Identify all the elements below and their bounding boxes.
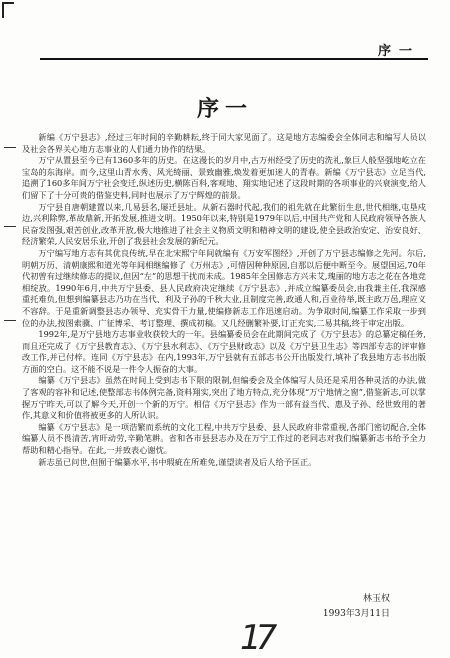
paragraph: 1992年,是万宁县地方志事业收获较大的一年。县编纂委员会在此期间完成了《万宁县志》的总纂定稿任务,而且还完成了《万宁县教育志》、《万宁县水利志》、《万宁县财政志》以及《万宁县卫生志》等四部专志的评审修改工作,并已付梓。连同《万宁县志》在内,1993年,万宁县就有五部志书公开出版发行,填补了我县地方志书出版方面的空白。这不能不说是一件令人振奋的大事。 — [22, 329, 426, 374]
paragraph: 编纂《万宁县志》虽然在时间上受到志书下限的限制,但编委会及全体编写人员还是采用各种灵活的办法,做了客观的容补和记述,使整部志书体例完备,资料翔实,突出了地方特点,充分体现“万宁地情之窗”,借鉴新志,可以掌握万宁昨天,可以了解今天,开创一个新的万宁。相信《万宁县志》作为一部有益当代、惠及子孙、经世致用的著作,其意义和价值将被更多的人所认识。 — [22, 375, 426, 421]
paragraph: 万宁编写地方志有其优良传统,早在北宋熙宁年间就编有《万安军图经》,开创了万宁县志编修之先河。尔后,明朝万历、清朝康熙和道光等年间相继编修了《万州志》,可惜因种种原因,自那以后便中断至今。展望国运,70年代初曾有过继续修志的提议,但因“左”的思想干扰而未成。1985年全国修志方兴未艾,瑰丽的地方志之花在各地竞相绽放。1990年6月,中共万宁县委、县人民政府决定继续《万宁县志》,并成立编纂委员会,由我兼主任,我深感重托难负,但想到编纂县志乃功在当代、利及子孙的千秋大业,且制度完善,政通人和,百业待举,既主政万邑,理应义不容辞。于是重新调整县志办领导、充实骨干力量,使编修新志工作迅速启动。为争取时间,编纂工作采取一步到位的办法,按图索骥、广征博采、考订整理、撰成初稿。又几经删繁补要,订正充实,二易其稿,终于审定出版。 — [22, 247, 426, 328]
margin-mark — [4, 320, 16, 321]
paragraph: 新志虽已问世,但囿于编纂水平,书中瑕疵在所难免,谨望读者及后人给予匡正。 — [38, 456, 317, 467]
margin-mark — [4, 147, 16, 148]
page-title: 序一 — [196, 96, 253, 122]
paragraph: 新编《万宁县志》,经过三年时间的辛勤耕耘,终于同大家见面了。这是地方志编委会全体同志和编写人员以及社会各界关心地方志事业的人们通力协作的结果。 — [22, 132, 426, 154]
body-text — [22, 132, 426, 468]
paragraph: 万宁县自唐朝建置以来,几易县名,屡迁县址。从新石器时代起,我们的祖先就在此繁衍生息,世代相继,屯垦戍边,兴利除弊,革故鼎新,开拓发展,推进文明。1950年以来,特别是1979年以后,中国共产党和人民政府领导各族人民奋发图强,艰苦创业,改革开放,极大地推进了社会主义物质文明和精神文明的建设,使全县政治安定、治安良好、经济繁荣,人民安居乐业,开创了我县社会发展的新纪元。 — [22, 201, 426, 247]
author-signature: 林玉权 — [362, 594, 390, 604]
signature-date: 1993年3月11日 — [322, 609, 390, 619]
paragraph: 编纂《万宁县志》是一项浩繁而系统的文化工程,中共万宁县委、县人民政府非常重视,各部门密切配合,全体编纂人员不畏清苦,宵旰动劳,辛勤笔耕。省和各市县县志办及在万宁工作过的老同志对我们编纂新志书给予全力帮助和精心指导。在此,一并致表心谢忱。 — [22, 421, 426, 456]
header-rule — [40, 58, 428, 60]
paragraph: 万宁从置县至今已有1360多年的历史。在这漫长的岁月中,古万州经受了历史的洗礼,象巨人般坚强地屹立在宝岛的东海岸。而今,这里山青水秀、风光绮丽、景致幽雅,焕发着更加迷人的青春。新编《万宁县志》立足当代,追溯了160多年间万宁社会变迁,纵述历史,横陈百科,客观地、翔实地记述了这段时期的各项事业的兴衰演变,给人们留下了十分可贵的借鉴史料,同时也展示了万宁辉煌的前景。 — [22, 155, 426, 200]
scan-corner-mark — [2, 2, 14, 18]
running-header: 序一 — [377, 44, 420, 59]
handwritten-page-number: 17 — [240, 618, 272, 658]
margin-mark — [4, 226, 16, 227]
